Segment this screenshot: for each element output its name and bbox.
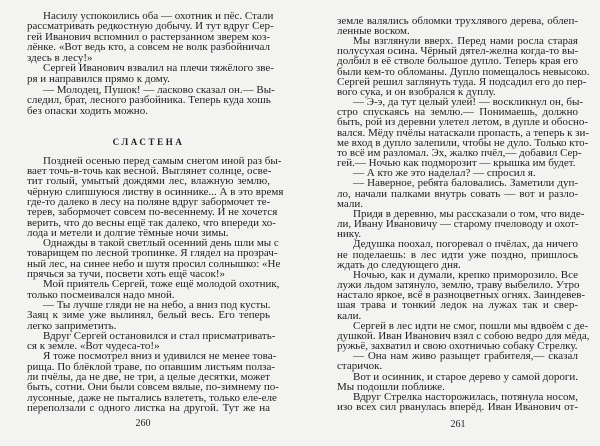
text-line: — А кто же это наделал? — спросил я. [353,167,536,180]
text-line: быть, рой из деревни улетел летом, в дупле и обосно- [337,116,589,129]
text-line: прячься за тучи, посвети хоть ещё часок!» [27,268,226,280]
text-line: то всё им разломал. Эх, жалко пчёл,— добавил Сер- [337,146,582,159]
text-line: — Она нам живо разыщет грабителя,— сказал [353,350,578,363]
text-line: Заяц к зиме уже вылинял, белый весь. Его теперь [27,309,270,322]
text-line: переползали с одного листка на другой. Тут же на [27,401,270,414]
text-line: вого сука, и он взобрался к дуплу. [337,85,496,98]
text-line: верить, что до весны ещё так далеко, что впереди хо- [27,216,276,229]
text-line: лёнке. «Вот ведь кто, а совсем не волк разбойничал [27,41,270,54]
right-page [300,0,600,446]
text-line: Мой приятель Сергей, тоже ещё молодой охотник, [43,278,280,291]
text-line: здесь в лесу!» [27,51,93,64]
text-line: только посмеивался надо мной. [27,288,175,301]
text-line: тит голый, умытый дождями лес, влажную землю, [27,175,270,188]
text-line: терев, забормочет совсем по-весеннему. И не хочется [27,206,278,219]
text-line: долбил в её стволе большое дупло. Теперь края его [337,55,578,68]
text-line: кали. [337,309,362,322]
text-line: ружьё, захватил и свою охотничью собаку Стрелку. [337,340,578,353]
text-line: ли, Ивану Ивановичу — старому пчеловоду и охот- [337,218,579,231]
text-line: не поделаешь: в лес идти уже поздно, пришлось [337,248,578,261]
text-line: чёрную слипшуюся листву в осиннике... А в это время [27,185,284,198]
text-line: Насилу успокоились оба — охотник и пёс. Стали [43,9,274,22]
page-number: 260 [135,418,151,429]
text-line: — Молодец, Пушок! — ласково сказал он.— Вы- [43,83,275,96]
text-line: Сергей в лес идти не смог, пошли мы вдвоём с де- [353,319,589,332]
text-line: Мы подошли поближе. [337,380,445,393]
text-line: ме вход в дупло залепили, чтобы не дуло. Только кто- [337,136,589,149]
text-line: ный лес, на синее небо и шутя просил солнышко: «Не [27,257,281,270]
text-line: земле валялись обломки трухлявого дерева, облеп- [337,14,578,27]
chapter-title: СЛАСТЕНА [112,137,185,147]
text-line: полусухая осина. Чёрный дятел-желна когда-то вы- [337,45,579,58]
text-line: лода и метели и долгие тёмные ночи зимы. [27,226,229,239]
text-line: настало яркое, всё в разноцветных огнях. Заиндевев- [337,289,586,302]
text-line: рассматривать редкостную добычу. И тут вдруг Сер- [27,20,274,33]
text-line: без опаски ходить можно. [27,104,148,117]
text-line: Вдруг Стрелка насторожилась, потянула носом, [353,390,578,403]
text-line: ря и направился прямо к дому. [27,73,170,85]
text-line: стро спускаясь на землю.— Понимаешь, должно [337,106,578,119]
text-line: лужи льдом затянуло, землю, траву выбелило. Утро [337,279,580,292]
text-line: Сергей решил заглянуть туда. Я подсадил его до пер- [337,75,587,88]
text-line: душкой. Иван Иванович взял с собою ведро для мёда, [337,329,590,342]
text-line: Придя в деревню, мы рассказали о том, что виде- [353,207,585,220]
text-line: рища. По блёклой траве, по опавшим листьям полза- [27,360,276,373]
text-line: шая трава и тонкий ледок на лужах так и свер- [337,299,578,312]
text-line: ли пчёлы, да не две, не три, а целые десятки, может [27,371,270,383]
text-line: были кем-то обломаны. Дупло помещалось невысоко. [337,65,590,78]
text-line: — Ты лучше гляди не на небо, а вниз под кусты. [43,298,271,311]
text-line: Мы взглянули вверх. Перед нами росла старая [353,35,578,48]
text-line: легко заприметить. [27,319,117,332]
text-line: — Наверное, ребята баловались. Заметили дуп- [353,177,578,190]
text-line: ло, начали палками внутрь совать — вот и разло- [337,187,578,200]
text-line: мали. [337,197,363,210]
text-line: где-то далеко в лесу на поляне вдруг забормочет те- [27,195,271,208]
page-number: 261 [450,419,466,430]
text-line: лусонные, даже не пытались взлететь, только еле-еле [27,391,277,404]
text-line: Я тоже посмотрел вниз и удивился не менее това- [43,350,277,363]
text-line: Поздней осенью перед самым снегом иной раз бы- [43,154,282,167]
text-line: ленные воском. [337,24,410,37]
text-line: вает точь-в-точь как весной. Выглянет солнце, осве- [27,165,272,177]
text-line: Ночью, как и думали, крепко приморозило. Все [353,268,578,281]
text-line: гей Иванович вспомнил о растерзанном зверем коз- [27,30,270,43]
text-line: товарищем по лесной тропинке. Я глядел на прозрач- [27,247,278,260]
text-line: Однажды в такой светлый осенний день шли мы с [43,237,279,250]
text-line: ждать до следующего дня. [337,258,461,271]
text-line: вался. Мёду пчёлы натаскали пропасть, а теперь к зи- [337,126,590,139]
text-line: ся к земле. «Вот чудеса-то!» [27,340,160,353]
text-line: гей.— Ночью как подморозит — крышка им будет. [337,157,576,170]
text-line: — Э-э, да тут целый улей! — воскликнул он, бы- [353,96,584,109]
text-line: следил, брат, лесного разбойника. Теперь куда хошь [27,94,271,107]
text-line: старичок. [337,360,383,373]
text-line: изо всех сил рванулась вперёд. Иван Иванович от- [337,401,578,414]
text-line: быть, сотни. Они были совсем вялые, по-зимнему по- [27,381,279,394]
text-line: Дедушка поохал, погоревал о пчёлах, да ничего [353,238,578,251]
text-line: нику. [337,228,362,241]
text-line: Вдруг Сергей остановился и стал присматривать- [43,329,276,342]
text-line: Вот и осинник, и старое дерево у самой дороги. [353,370,578,383]
text-line: Сергей Иванович взвалил на плечи тяжёлого зве- [43,62,274,75]
